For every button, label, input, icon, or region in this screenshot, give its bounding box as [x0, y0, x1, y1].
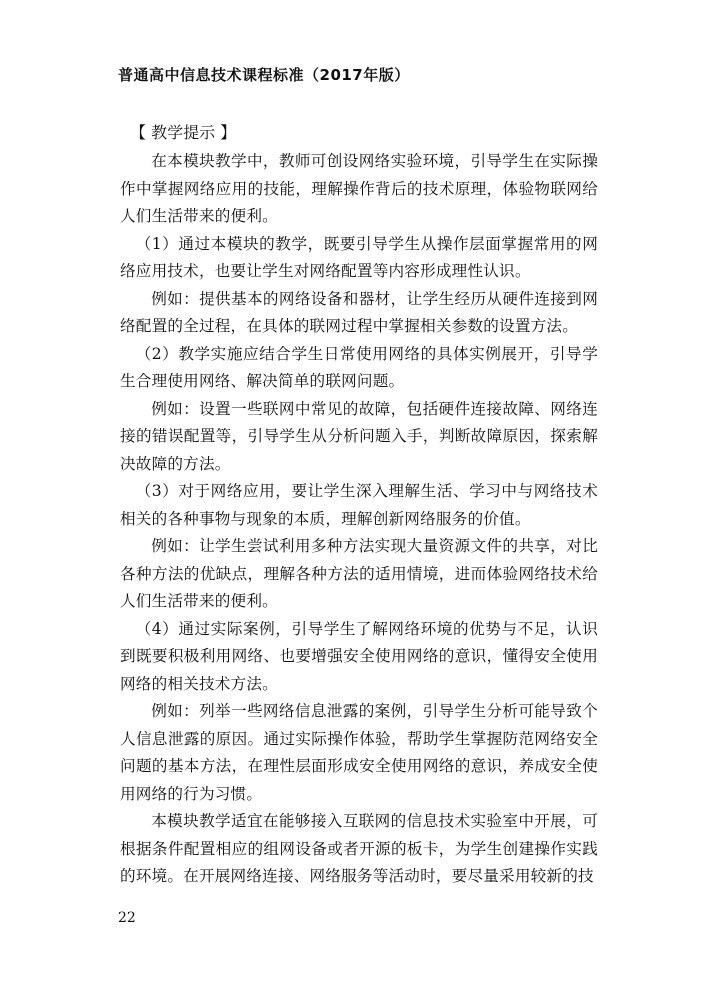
paragraph-intro: 在本模块教学中，教师可创设网络实验环境，引导学生在实际操作中掌握网络应用的技能，理解操作背后的技术原理，体验物联网给人们生活带来的便利。 — [120, 152, 598, 225]
paragraph-example-3: 例如：让学生尝试利用多种方法实现大量资源文件的共享，对比各种方法的优缺点，理解各种方法的适用情境，进而体验网络技术给人们生活带来的便利。 — [120, 537, 598, 610]
section-heading-teaching-tips: 【 教学提示 】 — [130, 123, 237, 142]
paragraph-lab-environment: 本模块教学适宜在能够接入互联网的信息技术实验室中开展，可根据条件配置相应的组网设备或者开源的板卡，为学生创建操作实践的环境。在开展网络连接、网络服务等活动时，要尽量采用较新的技 — [120, 812, 598, 885]
page-number: 22 — [118, 910, 136, 926]
paragraph-example-2: 例如：设置一些联网中常见的故障，包括硬件连接故障、网络连接的错误配置等，引导学生从分析问题入手，判断故障原因，探索解决故障的方法。 — [120, 399, 598, 473]
running-header-title: 普通高中信息技术课程标准（2017年版） — [118, 66, 410, 84]
paragraph-point-3: （3）对于网络应用，要让学生深入理解生活、学习中与网络技术相关的各种事物与现象的本质，理解创新网络服务的价值。 — [120, 482, 598, 528]
paragraph-example-1: 例如：提供基本的网络设备和器材，让学生经历从硬件连接到网络配置的全过程，在具体的联网过程中掌握相关参数的设置方法。 — [120, 289, 598, 335]
paragraph-example-4: 例如：列举一些网络信息泄露的案例，引导学生分析可能导致个人信息泄露的原因。通过实际操作体验，帮助学生掌握防范网络安全问题的基本方法，在理性层面形成安全使用网络的意识，养成安全使用网络的行为习惯。 — [120, 702, 598, 803]
paragraph-point-2: （2）教学实施应结合学生日常使用网络的具体实例展开，引导学生合理使用网络、解决简单的联网问题。 — [120, 344, 598, 390]
paragraph-point-4: （4）通过实际案例，引导学生了解网络环境的优势与不足，认识到既要积极利用网络、也要增强安全使用网络的意识，懂得安全使用网络的相关技术方法。 — [120, 619, 598, 693]
paragraph-point-1: （1）通过本模块的教学，既要引导学生从操作层面掌握常用的网络应用技术，也要让学生对网络配置等内容形成理性认识。 — [120, 234, 598, 280]
body-text — [120, 148, 598, 891]
